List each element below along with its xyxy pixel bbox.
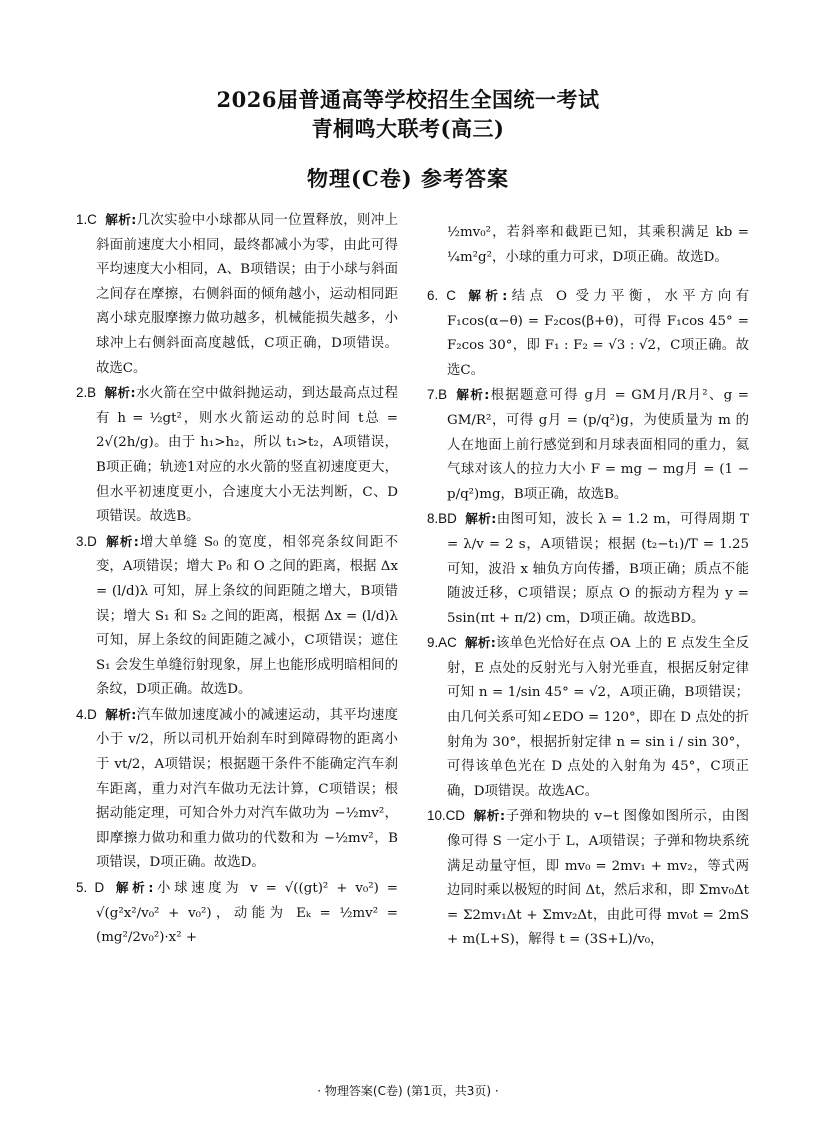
answer-item: 9.AC 解析:该单色光恰好在点 OA 上的 E 点发生全反射，E 点处的反射光与入射光垂直，根据反射定律可知 n = 1/sin 45° = √2，A项正确，B项错误；由几何关系可知∠EDO = 120°，即在 D 点处的折射角为 30°，根据折射定律 n = sin i / sin 30°，可得该单色光在 D 点处的入射角为 45°，C项正确，D项错误。故选AC。: [427, 635, 749, 799]
answer-item: 3.D 解析:增大单缝 S₀ 的宽度，相邻亮条纹间距不变，A项错误；增大 P₀ 和 O 之间的距离，根据 Δx = (l/d)λ 可知，屏上条纹的间距随之增大，B项错误；增大 S₁ 和 S₂ 之间的距离，根据 Δx = (l/d)λ 可知，屏上条纹的间距随之减小，C项错误；遮住 S₁ 会发生单缝衍射现象，屏上也能形成明暗相间的条纹，D项正确。故选D。: [76, 533, 398, 698]
answer-item: 7.B 解析:根据题意可得 g月 = GM月/R月²、g = GM/R²，可得 g月 = (p/q²)g，为使质量为 m 的人在地面上前行感觉到和月球表面相同的重力，氦气球对该人的拉力大小 F = mg − mg月 = (1 − p/q²)mg，B项正确，故选B。: [427, 387, 749, 502]
answer-item: 1.C 解析:几次实验中小球都从同一位置释放，则冲上斜面前速度大小相同，最终都减小为零，由此可得平均速度大小相同，A、B项错误；由于小球与斜面之间存在摩擦，右侧斜面的倾角越小，运动相同距离小球克服摩擦力做功越多，机械能损失越多，小球冲上右侧斜面高度越低，C项正确，D项错误。故选C。: [76, 212, 398, 376]
answer-continuation: ½mv₀²，若斜率和截距已知，其乘积满足 kb = ¼m²g²，小球的重力可求，D项正确。故选D。: [447, 225, 749, 265]
answer-item: 5. D 解析:小球速度为 v = √((gt)² + v₀²) = √(g²x²/v₀² + v₀²)，动能为 Eₖ = ½mv² = (mg²/2v₀²)·x² +: [76, 880, 398, 946]
page-footer: · 物理答案(C卷) (第1页，共3页) ·: [317, 1084, 499, 1098]
answer-item: 4.D 解析:汽车做加速度减小的减速运动，其平均速度小于 v/2，所以司机开始刹车时到障碍物的距离小于 vt/2，A项错误；根据题干条件不能确定汽车刹车距离，重力对汽车做功无法计算，C项错误；根据动能定理，可知合外力对汽车做功为 −½mv²，即摩擦力做功和重力做功的代数和为 −½mv²，B项错误，D项正确。故选D。: [76, 706, 398, 871]
answer-item: 6. C 解析:结点 O 受力平衡，水平方向有 F₁cos(α−θ) = F₂cos(β+θ)，可得 F₁cos 45° = F₂cos 30°，即 F₁ : F₂ = √3 : √2，C项正确。故选C。: [427, 287, 749, 378]
left-column: [76, 208, 398, 951]
exam-subtitle: 青桐鸣大联考(高三): [311, 116, 505, 141]
answer-item: 2.B 解析:水火箭在空中做斜抛运动，到达最高点过程有 h = ½gt²，则水火箭运动的总时间 t总 = 2√(2h/g)。由于 h₁>h₂，所以 t₁>t₂，A项错误，B项正确；轨迹1对应的水火箭的竖直初速度更大，但水平初速度更小，合速度大小无法判断，C、D项错误。故选B。: [76, 385, 398, 525]
subject-heading: 物理(C卷) 参考答案: [307, 166, 509, 191]
answer-item: 8.BD 解析:由图可知，波长 λ = 1.2 m，可得周期 T = λ/v = 2 s，A项错误；根据 (t₂−t₁)/T = 1.25 可知，波沿 x 轴负方向传播，B项正确；质点不能随波迁移，C项错误；原点 O 的振动方程为 y = 5sin(πt + π/2) cm，D项正确。故选BD。: [427, 511, 749, 626]
exam-title: 2026届普通高等学校招生全国统一考试: [216, 87, 600, 112]
right-column: [427, 208, 749, 953]
answer-item: 10.CD 解析:子弹和物块的 v−t 图像如图所示，由图像可得 S 一定小于 L，A项错误；子弹和物块系统满足动量守恒，即 mv₀ = 2mv₁ + mv₂，等式两边同时乘以极短的时间 Δt，然后求和，即 Σmv₀Δt = Σ2mv₁Δt + Σmv₂Δt，由此可得 mv₀t = 2mS + m(L+S)，解得 t = (3S+L)/v₀，: [427, 808, 749, 948]
